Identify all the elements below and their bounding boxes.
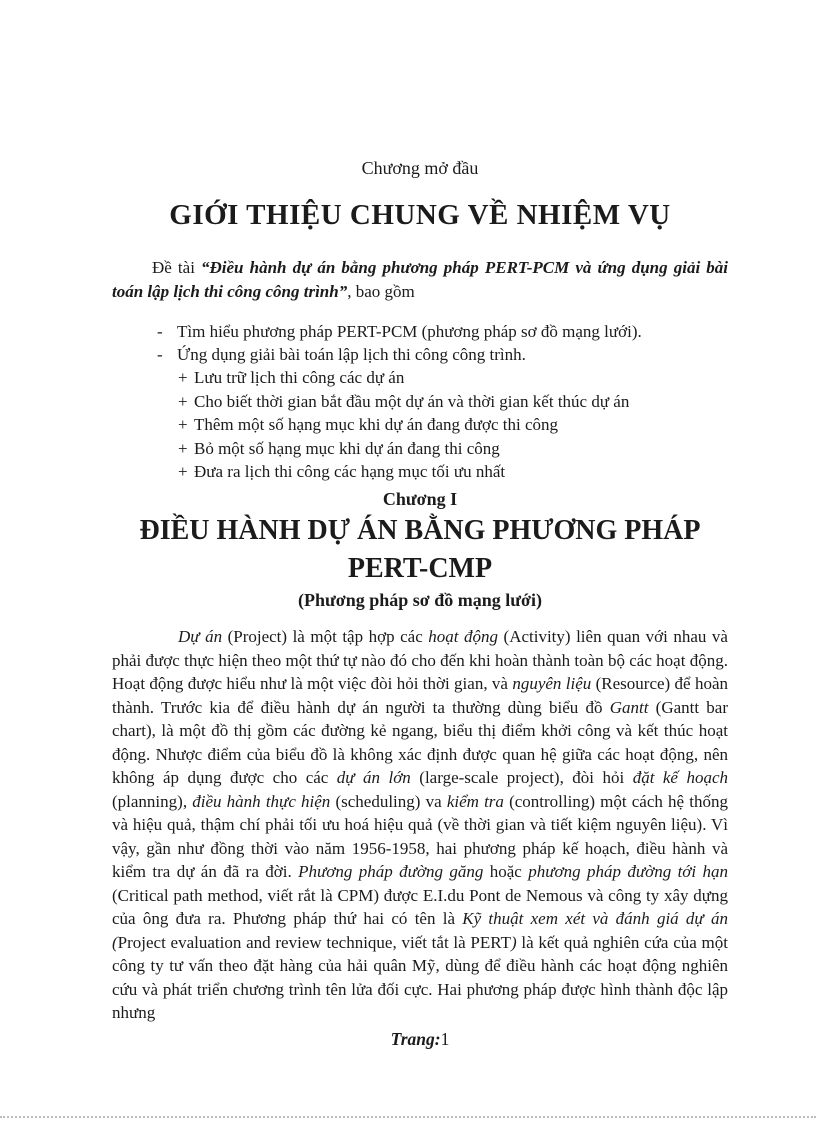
text-run: (Gantt bar chart), là một đồ thị gồm các đường kẻ ngang, biểu thị điểm khởi công và kết thúc hoạt động. Nhược điểm của biểu đồ là không xác định được quan hệ giữa các hoạt động, nên không áp dụng được cho các (112, 697, 729, 788)
text-run: điều hành thực hiện (192, 791, 331, 811)
page-break-dotted-line (0, 1116, 816, 1118)
dash-bullet: - (157, 345, 163, 364)
objective-plus-item (112, 460, 728, 483)
text-run: Gantt (609, 697, 649, 717)
plus-bullet: + (178, 391, 188, 411)
plus-bullet: + (178, 368, 188, 388)
text-run: (large-scale project), đòi hỏi (410, 768, 633, 788)
text-run: là kết quả nghiên cứa của một công ty tư vấn theo đặt hàng của hải quân Mỹ, dùng để điều hành các hoạt động nghiên cứu và phát triển chương trình tên lửa đối cực. Hai phương pháp được hình thành độc lập nhưng (112, 932, 728, 1023)
objective-plus-item (112, 437, 728, 460)
text-run: (planning), (112, 791, 193, 811)
objective-text: Bỏ một số hạng mục khi dự án đang thi công (194, 438, 500, 458)
text-run: Dự án (178, 627, 223, 647)
objective-text: Thêm một số hạng mục khi dự án đang được thi công (194, 415, 559, 435)
page-footer (112, 1029, 728, 1050)
objective-text: Ứng dụng giải bài toán lập lịch thi công công trình. (177, 345, 526, 364)
text-run: Project evaluation and review technique, viết tắt là PERT (117, 932, 511, 952)
objective-text: Tìm hiểu phương pháp PERT-PCM (phương pháp sơ đồ mạng lưới). (177, 321, 642, 341)
objective-dash-item (112, 320, 728, 343)
text-run: (scheduling) va (330, 791, 447, 811)
page-title: GIỚI THIỆU CHUNG VỀ NHIỆM VỤ (169, 199, 671, 231)
page-content (112, 0, 728, 1050)
text-run: kiểm tra (446, 791, 504, 811)
text-run: Kỹ thuật xem xét và đánh giá dự án ( (112, 909, 728, 952)
footer-label: Trang: (390, 1028, 441, 1049)
topic-prefix: Đề tài (152, 258, 202, 277)
text-run: phương pháp đường tới hạn (528, 862, 728, 882)
text-run: dự án lớn (336, 768, 411, 788)
chapter1-title-line1: ĐIỀU HÀNH DỰ ÁN BẰNG PHƯƠNG PHÁP (139, 515, 701, 547)
chapter1-subtitle: (Phương pháp sơ đồ mạng lưới) (297, 590, 543, 611)
objective-plus-item (112, 413, 728, 436)
text-run: nguyên liệu (512, 674, 592, 694)
chapter1-title-line2: PERT-CMP (347, 553, 493, 585)
footer-page-number: 1 (440, 1028, 450, 1049)
dash-bullet: - (157, 321, 163, 341)
intro-chapter-heading: Chương mở đầu (361, 158, 479, 178)
text-run: (Project) là một tập hợp các (222, 627, 429, 647)
plus-bullet: + (178, 415, 188, 435)
topic-suffix: , bao gồm (347, 281, 415, 301)
objectives-list (112, 320, 728, 484)
objective-plus-item (112, 366, 728, 389)
text-run: hoạt động (428, 627, 499, 647)
dash-items (112, 320, 728, 367)
text-run: hoặc (483, 862, 529, 882)
text-run: đặt kế hoạch (632, 768, 728, 788)
plus-bullet: + (178, 462, 188, 482)
text-run: (Resource) để hoàn thành. Trước kia để điều hành dự án người ta thường dùng biểu đồ (112, 674, 728, 717)
text-run: Phương pháp đường găng (298, 862, 484, 882)
plus-items (112, 366, 728, 483)
objective-plus-item (112, 390, 728, 413)
text-run: (controlling) một cách hệ thống và hiệu quả, thậm chí phải tối ưu hoá hiệu quả (về thời gian và tiết kiệm nguyên liệu). Vì vậy, gần như đồng thời vào năm 1956-1958, hai phương pháp kế hoạch, điều hành và kiểm tra dự án đã ra đời. (112, 791, 728, 882)
topic-quoted-title: “Điều hành dự án bằng phương pháp PERT-PCM và ứng dụng giải bài toán lập lịch thi công công trình” (112, 258, 728, 301)
text-run: (Critical path method, viết rắt là CPM) được E.I.du Pont de Nemous và công ty xây dựng của ông đưa ra. Phương pháp thứ hai có tên là (112, 885, 728, 929)
text-run: (Activity) liên quan với nhau và phải được thực hiện theo một thứ tự nào đó cho đến khi hoàn thành toàn bộ các hoạt động. Hoạt động được hiểu như là một việc đòi hỏi thời gian, và (112, 627, 728, 694)
plus-bullet: + (178, 438, 188, 458)
text-run: ) (510, 932, 517, 952)
body-paragraph (112, 625, 728, 1025)
objective-text: Lưu trữ lịch thi công các dự án (194, 368, 405, 388)
thesis-topic-paragraph (112, 256, 728, 304)
objective-dash-item (112, 343, 728, 366)
chapter1-heading: Chương I (382, 489, 458, 510)
objective-text: Đưa ra lịch thi công các hạng mục tối ưu nhất (194, 462, 506, 482)
chapter1-title (112, 512, 728, 588)
objective-text: Cho biết thời gian bắt đầu một dự án và thời gian kết thúc dự án (194, 391, 630, 411)
